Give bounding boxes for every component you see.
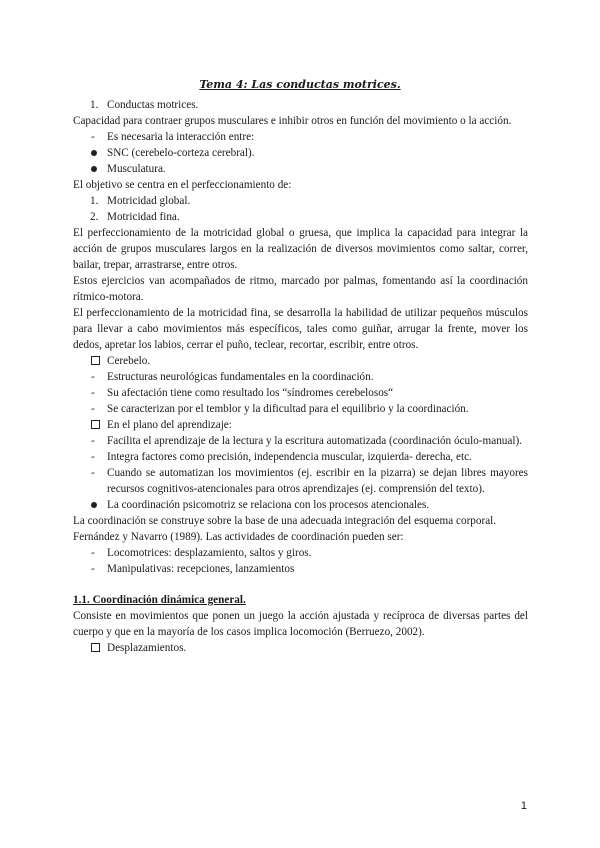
list-item-text: Estructuras neurológicas fundamentales en la coordinación. <box>107 371 374 383</box>
paragraph: Fernández y Navarro (1989). Las actividades de coordinación pueden ser: <box>73 531 404 543</box>
list-item-text: Se caracterizan por el temblor y la dificultad para el equilibrio y la coordinación. <box>107 403 469 415</box>
checkbox-icon <box>91 643 100 652</box>
page-number: 1 <box>520 800 527 812</box>
dash-item <box>73 561 528 577</box>
paragraph: El perfeccionamiento de la motricidad global o gruesa, que implica la capacidad para integrar la acción de grupos musculares largos en la realización de diversos movimientos como saltar, correr, bailar, trepar, arrastrarse, entre otros. <box>73 227 528 271</box>
dash-item <box>73 545 528 561</box>
dash-marker: - <box>91 547 95 559</box>
bullet-item <box>73 497 528 513</box>
dash-marker: - <box>91 467 95 479</box>
dash-item <box>73 385 528 401</box>
list-item-text: La coordinación psicomotriz se relaciona con los procesos atencionales. <box>107 499 430 511</box>
checkbox-icon <box>91 420 100 429</box>
paragraph: Estos ejercicios van acompañados de ritmo, marcado por palmas, fomentando así la coordinación rítmico-motora. <box>73 275 528 303</box>
dash-item <box>73 129 528 145</box>
dash-marker: - <box>91 435 95 447</box>
dash-marker: - <box>91 451 95 463</box>
list-number: 1. <box>90 195 99 207</box>
list-item-text: Manipulativas: recepciones, lanzamientos <box>107 563 295 575</box>
checkbox-icon <box>91 356 100 365</box>
dash-marker: - <box>91 563 95 575</box>
dash-item <box>73 449 528 465</box>
list-item-text: En el plano del aprendizaje: <box>107 419 232 431</box>
list-item-text: Locomotrices: desplazamiento, saltos y giros. <box>107 547 312 559</box>
list-item-text: Cerebelo. <box>107 355 151 367</box>
dash-item <box>73 465 528 497</box>
dash-marker: - <box>91 371 95 383</box>
list-item-text: Desplazamientos. <box>107 642 187 654</box>
bullet-item <box>73 161 528 177</box>
list-number: 2. <box>90 211 99 223</box>
paragraph: La coordinación se construye sobre la base de una adecuada integración del esquema corporal. <box>73 515 497 527</box>
paragraph: Consiste en movimientos que ponen un juego la acción ajustada y recíproca de diversas partes del cuerpo y que en la mayoría de los casos implica locomoción (Berruezo, 2002). <box>73 610 528 638</box>
checkbox-item <box>73 417 528 433</box>
bullet-icon <box>91 502 97 508</box>
bullet-icon <box>91 166 97 172</box>
list-item-text: SNC (cerebelo-corteza cerebral). <box>107 147 255 159</box>
checkbox-item <box>73 640 528 656</box>
list-item-text: Motricidad global. <box>107 195 191 207</box>
dash-item <box>73 369 528 385</box>
list-item-text: Facilita el aprendizaje de la lectura y la escritura automatizada (coordinación óculo-manual). <box>107 435 522 447</box>
list-item-text: Motricidad fina. <box>107 211 180 223</box>
page-title: Tema 4: Las conductas motrices. <box>199 78 401 91</box>
paragraph: Capacidad para contraer grupos musculares e inhibir otros en función del movimiento o la acción. <box>73 115 512 127</box>
list-item-text: Es necesaria la interacción entre: <box>107 131 255 143</box>
section-heading: 1.1. Coordinación dinámica general. <box>73 594 246 606</box>
dash-marker: - <box>91 403 95 415</box>
list-item-text: Musculatura. <box>107 163 166 175</box>
bullet-item <box>73 145 528 161</box>
numbered-item <box>73 97 528 113</box>
numbered-item <box>73 193 528 209</box>
dash-item <box>73 433 528 449</box>
numbered-item <box>73 209 528 225</box>
list-item-text: Conductas motrices. <box>107 99 199 111</box>
checkbox-item <box>73 353 528 369</box>
bullet-icon <box>91 150 97 156</box>
dash-item <box>73 401 528 417</box>
paragraph: El perfeccionamiento de la motricidad fina, se desarrolla la habilidad de utilizar pequeños músculos para llevar a cabo movimientos más específicos, tales como guiñar, arrugar la frente, mover los dedos, apretar los labios, cerrar el puño, teclear, recortar, escribir, entre otros. <box>73 307 528 351</box>
dash-marker: - <box>91 387 95 399</box>
list-item-text: Su afectación tiene como resultado los “síndromes cerebelosos“ <box>107 387 394 399</box>
dash-marker: - <box>91 131 95 143</box>
document-body <box>73 97 528 656</box>
list-item-text: Cuando se automatizan los movimientos (ej. escribir en la pizarra) se dejan libres mayores recursos cognitivos-atencionales para otros aprendizajes (ej. comprensión del texto). <box>107 467 528 495</box>
list-item-text: Integra factores como precisión, independencia muscular, izquierda- derecha, etc. <box>107 451 472 463</box>
list-number: 1. <box>90 99 99 111</box>
paragraph: El objetivo se centra en el perfeccionamiento de: <box>73 179 292 191</box>
